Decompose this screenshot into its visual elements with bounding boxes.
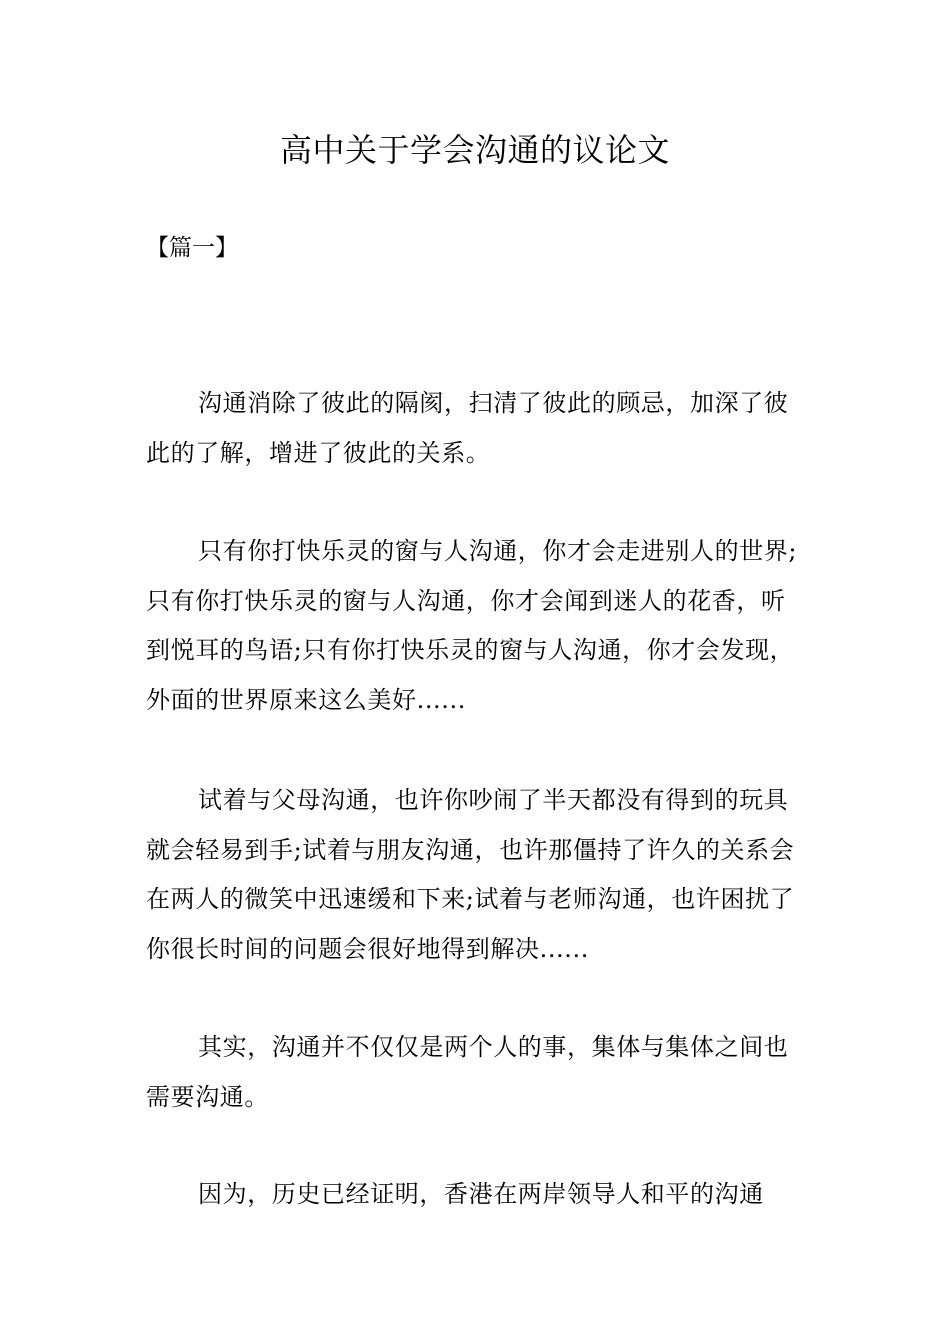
paragraph: 其实，沟通并不仅仅是两个人的事，集体与集体之间也需要沟通。 [146,1033,789,1111]
paragraph: 沟通消除了彼此的隔阂，扫清了彼此的顾忌，加深了彼此的了解，增进了彼此的关系。 [146,389,789,467]
document-title: 高中关于学会沟通的议论文 [279,131,670,169]
section-label: 【篇一】 [146,235,238,261]
paragraph: 因为，历史已经证明，香港在两岸领导人和平的沟通 [198,1180,764,1208]
paragraph: 试着与父母沟通，也许你吵闹了半天都没有得到的玩具就会轻易到手;试着与朋友沟通，也许那僵持了许久的关系会在两人的微笑中迅速缓和下来;试着与老师沟通，也许困扰了你很长时间的问题会很好地得到解决...... [146,786,795,963]
paragraph: 只有你打快乐灵的窗与人沟通，你才会走进别人的世界;只有你打快乐灵的窗与人沟通，你才会闻到迷人的花香，听到悦耳的鸟语;只有你打快乐灵的窗与人沟通，你才会发现，外面的世界原来这么美好...... [146,537,798,714]
